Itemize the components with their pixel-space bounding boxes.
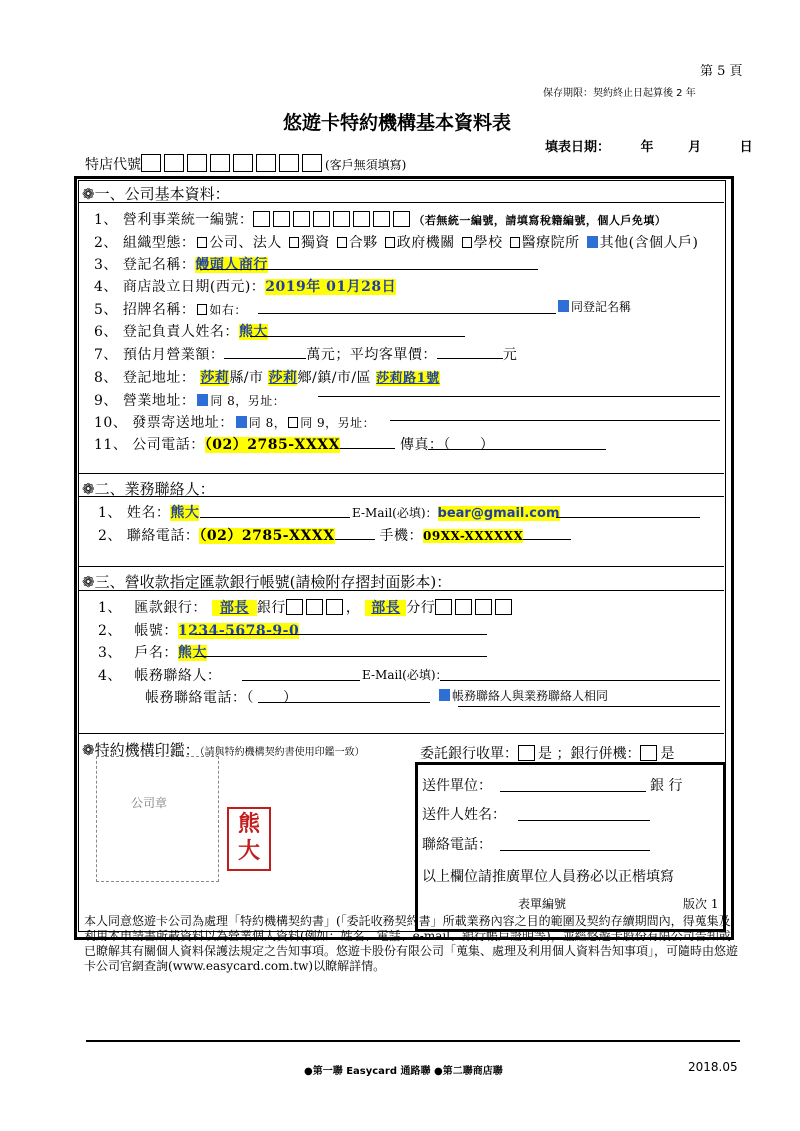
- bank-name[interactable]: 部長: [212, 600, 257, 616]
- collect-row: [420, 743, 674, 763]
- sign-name-line: [258, 313, 556, 314]
- tax-id-box[interactable]: [353, 211, 370, 227]
- reg-name-value[interactable]: 饅頭人商行: [195, 257, 268, 273]
- contact-email-line: [556, 517, 700, 518]
- org-type-label: 2、 組織型態：: [94, 235, 196, 251]
- tax-id-box[interactable]: [293, 211, 310, 227]
- acct-same: [437, 687, 608, 704]
- store-code-box[interactable]: [210, 154, 230, 172]
- store-code-box[interactable]: [256, 154, 276, 172]
- send-phone-label: 聯絡電話：: [422, 837, 492, 853]
- store-code-label: 特店代號: [85, 157, 141, 173]
- mobile-value[interactable]: 09XX-XXXXXX: [423, 529, 524, 543]
- company-seal-label: 公司章: [131, 796, 168, 810]
- bank-code-box[interactable]: [326, 599, 343, 615]
- store-code-box[interactable]: [233, 154, 253, 172]
- divider: [78, 566, 724, 567]
- reg-addr-t1: 縣/市: [229, 370, 264, 386]
- biz-addr-same-checkbox[interactable]: [197, 394, 208, 406]
- fax-line: [428, 449, 606, 450]
- invoice-same9-checkbox[interactable]: [288, 417, 298, 428]
- biz-addr-label: 9、 營業地址：: [94, 393, 196, 409]
- bank-panel-note: 以上欄位請推廣單位人員務必以正楷填寫: [422, 869, 674, 885]
- bank-label: 1、 匯款銀行：: [98, 600, 207, 616]
- combine-yes: 是: [660, 746, 675, 762]
- bank-code-box[interactable]: [306, 599, 323, 615]
- owner-row: [94, 321, 268, 341]
- owner-label: 6、 登記負責人姓名：: [94, 324, 239, 340]
- contact-name-label: 1、 姓名：: [98, 505, 171, 521]
- divider: [78, 590, 724, 591]
- sign-same-label: 同登記名稱: [571, 300, 632, 314]
- org-other-checkbox[interactable]: [587, 236, 598, 248]
- send-phone-line: [500, 850, 650, 851]
- org-company-label: 公司、法人: [209, 235, 282, 251]
- form-number: 表單編號: [518, 897, 567, 911]
- footer-date: 2018.05: [688, 1060, 738, 1074]
- invoice-addr-line: [390, 420, 720, 421]
- account-label: 2、 帳號：: [98, 623, 178, 639]
- page-number: 第 5 頁: [700, 64, 743, 79]
- bank-row: 1、 匯款銀行： 部長 銀行 ， 部長 分行: [98, 597, 515, 617]
- section3-heading: ❁三、營收款指定匯款銀行帳號(請檢附存摺封面影本)：: [82, 573, 452, 591]
- branch-code-box[interactable]: [455, 599, 472, 615]
- store-code-box[interactable]: [302, 154, 322, 172]
- org-medical-label: 醫療院所: [521, 235, 580, 251]
- branch-code-box[interactable]: [495, 599, 512, 615]
- mobile-line: [523, 527, 571, 540]
- contact-phone-label: 2、 聯絡電話：: [98, 528, 200, 544]
- fill-date: [545, 136, 753, 155]
- acct-contact-label: 4、 帳務聯絡人：: [98, 668, 222, 684]
- section1-heading: ❁一、公司基本資料：: [82, 185, 230, 203]
- reg-addr-city[interactable]: 莎莉: [200, 370, 230, 386]
- invoice-addr-row: [94, 412, 375, 432]
- org-company-checkbox[interactable]: [197, 237, 207, 248]
- acct-same-checkbox[interactable]: [439, 689, 450, 701]
- company-phone-line: [340, 436, 395, 449]
- company-phone-value[interactable]: （02）2785-XXXX: [204, 437, 340, 453]
- tax-id-row: [94, 209, 666, 229]
- collect-yes: 是: [538, 746, 552, 762]
- contact-email-label: E-Mail(必填)：: [352, 506, 438, 520]
- contact-phone-row: [98, 525, 571, 545]
- biz-addr-line: [318, 396, 720, 397]
- contact-name-row: [98, 502, 199, 522]
- seal-heading-label: ❁特約機構印鑑：: [82, 741, 200, 759]
- revenue-end: 元: [502, 347, 518, 363]
- personal-stamp-text: 熊大: [237, 811, 260, 864]
- bank-code-box[interactable]: [286, 599, 303, 615]
- store-code-box[interactable]: [187, 154, 207, 172]
- account-row: [98, 620, 299, 640]
- acct-email-label: E-Mail(必填)：: [362, 668, 448, 682]
- send-unit-bank: 銀 行: [650, 778, 683, 794]
- contact-name-value[interactable]: 熊大: [170, 505, 200, 521]
- est-date-value[interactable]: 2019年 01月28日: [265, 279, 397, 295]
- divider: [78, 202, 724, 203]
- acct-same-label: 帳務聯絡人與業務聯絡人相同: [452, 689, 609, 703]
- invoice-same8: 同 8，: [248, 416, 287, 430]
- sign-same: [556, 298, 631, 315]
- org-gov-checkbox[interactable]: [385, 237, 395, 248]
- holder-row: [98, 642, 207, 662]
- combine-checkbox[interactable]: [640, 745, 657, 761]
- collect-checkbox[interactable]: [518, 745, 535, 761]
- org-sole-label: 獨資: [300, 235, 330, 251]
- branch-name[interactable]: 部長: [365, 600, 406, 616]
- org-sole-checkbox[interactable]: [289, 237, 299, 248]
- acct-phone-line: [258, 702, 430, 703]
- store-code-note: (客戶無須填寫): [325, 158, 407, 172]
- owner-line: [250, 336, 465, 337]
- tax-id-note: （若無統一編號，請填寫稅籍編號，個人戶免填）: [413, 214, 667, 227]
- reg-addr-label: 8、 登記地址：: [94, 370, 196, 386]
- reg-name-line: [200, 269, 538, 270]
- acct-contact-line: [242, 680, 360, 681]
- store-code-box[interactable]: [279, 154, 299, 172]
- page-title: 悠遊卡特約機構基本資料表: [283, 112, 512, 134]
- reg-addr-town[interactable]: 莎莉: [268, 370, 298, 386]
- invoice-same9: 同 9，另址：: [300, 416, 376, 430]
- company-phone-row: [94, 434, 494, 454]
- store-code-box[interactable]: [141, 154, 161, 172]
- send-person-line: [518, 820, 650, 821]
- bank-t1: 銀行: [256, 600, 286, 616]
- divider: [78, 473, 724, 474]
- retention-note: 保存期限：契約終止日起算後 2 年: [543, 88, 696, 99]
- contact-email: [352, 504, 560, 521]
- acct-phone-label: 帳務聯絡電話：（ ）: [145, 690, 298, 706]
- fill-date-year: 年: [640, 140, 654, 155]
- acct-contact-row: [98, 665, 221, 685]
- send-person-label: 送件人姓名：: [422, 807, 506, 823]
- avg-price-input[interactable]: [437, 346, 503, 359]
- divider: [78, 733, 724, 734]
- contact-phone-line: [335, 527, 375, 540]
- branch-code-box[interactable]: [435, 599, 452, 615]
- revenue-input[interactable]: [224, 346, 306, 359]
- tax-id-box[interactable]: [273, 211, 290, 227]
- revenue-mid: 萬元；平均客單價：: [306, 347, 437, 363]
- holder-label: 3、 戶名：: [98, 645, 178, 661]
- invoice-addr-label: 10、 發票寄送地址：: [94, 415, 234, 431]
- reg-addr-row: [94, 367, 440, 387]
- store-code: [85, 154, 406, 174]
- tax-id-box[interactable]: [393, 211, 410, 227]
- account-line: [195, 634, 487, 635]
- revenue-label: 7、 預估月營業額：: [94, 347, 225, 363]
- contact-phone-value[interactable]: （02）2785-XXXX: [199, 528, 335, 544]
- sign-same-checkbox[interactable]: [558, 300, 569, 312]
- form-version: 版次 1: [683, 897, 719, 911]
- bank-t2: 分行: [406, 600, 436, 616]
- fill-date-day: 日: [739, 140, 753, 155]
- fax-label: 傳真：（ ）: [399, 437, 495, 453]
- org-school-label: 學校: [473, 235, 503, 251]
- account-value[interactable]: 1234-5678-9-0: [177, 623, 300, 639]
- mobile-label: 手機：: [379, 528, 424, 544]
- est-date-row: [94, 276, 396, 296]
- acct-email-line: [440, 680, 720, 681]
- divider: [78, 496, 724, 497]
- sign-name-row: [94, 299, 247, 319]
- send-unit-label: 送件單位：: [422, 778, 492, 794]
- tax-id-box[interactable]: [313, 211, 330, 227]
- fill-date-label: 填表日期：: [545, 140, 611, 155]
- sign-name-label: 5、 招牌名稱：: [94, 302, 196, 318]
- invoice-same8-checkbox[interactable]: [236, 416, 247, 428]
- contact-name-line: [200, 517, 350, 518]
- sign-name-checkbox[interactable]: [197, 304, 207, 315]
- store-code-box[interactable]: [164, 154, 184, 172]
- seal-note: （請與特約機構契約書使用印鑑一致）: [199, 747, 365, 758]
- org-type-row: [94, 232, 699, 252]
- reg-name-row: [94, 254, 268, 274]
- contact-email-value[interactable]: bear@gmail.com: [437, 506, 560, 521]
- tax-id-box[interactable]: [333, 211, 350, 227]
- send-unit-line: [500, 791, 646, 792]
- holder-value[interactable]: 熊大: [177, 645, 207, 661]
- biz-addr-row: [94, 390, 285, 410]
- company-seal-box[interactable]: [96, 756, 219, 882]
- tax-id-box[interactable]: [373, 211, 390, 227]
- org-other-label: 其他(含個人戶): [599, 235, 699, 251]
- org-partner-label: 合夥: [348, 235, 378, 251]
- footer-copies: ●第一聯 Easycard 通路聯 ●第二聯商店聯: [304, 1066, 503, 1077]
- section2-heading: ❁二、業務聯絡人：: [82, 480, 215, 498]
- org-school-checkbox[interactable]: [462, 237, 472, 248]
- holder-line: [195, 656, 487, 657]
- reg-addr-road[interactable]: 莎莉路1號: [376, 371, 440, 386]
- revenue-row: [94, 344, 517, 364]
- fill-date-month: 月: [688, 140, 702, 155]
- owner-value[interactable]: 熊大: [238, 324, 268, 340]
- branch-code-box[interactable]: [475, 599, 492, 615]
- org-medical-checkbox[interactable]: [510, 237, 520, 248]
- org-partner-checkbox[interactable]: [337, 237, 347, 248]
- personal-stamp: [227, 807, 271, 871]
- combine-label: ；銀行併機：: [556, 746, 641, 762]
- collect-label: 委託銀行收單：: [420, 746, 518, 762]
- org-gov-label: 政府機關: [396, 235, 455, 251]
- tax-id-box[interactable]: [253, 211, 270, 227]
- reg-name-label: 3、 登記名稱：: [94, 257, 196, 273]
- footer-rule: [86, 1040, 740, 1042]
- biz-addr-same: 同 8，另址：: [210, 394, 286, 408]
- consent-text: 本人同意悠遊卡公司為處理「特約機構契約書」(「委託收務契約書」所載業務內容之目的範圍及契約存續期間內，得蒐集及利用本申請書所載資料以為營業個人資料(例如：姓名、電話、e-mail、銀行帳戶證明等)，並經悠遊卡股份有限公司告知或已瞭解其有關個人資料保護法規定之告知事項。悠遊卡股份有限公司「蒐集、處理及利用個人資料告知事項」，可隨時由悠遊卡公司官網查詢(www.easycard.com.tw)以瞭解詳情。: [84, 914, 739, 973]
- company-phone-label: 11、 公司電話：: [94, 437, 205, 453]
- sign-name-opt: 如右：: [209, 303, 247, 317]
- acct-same-line: [458, 706, 720, 707]
- est-date-label: 4、 商店設立日期(西元)：: [94, 279, 266, 295]
- reg-addr-t2: 鄉/鎮/市/區: [297, 370, 372, 386]
- tax-id-label: 1、 營利事業統一編號：: [94, 212, 254, 228]
